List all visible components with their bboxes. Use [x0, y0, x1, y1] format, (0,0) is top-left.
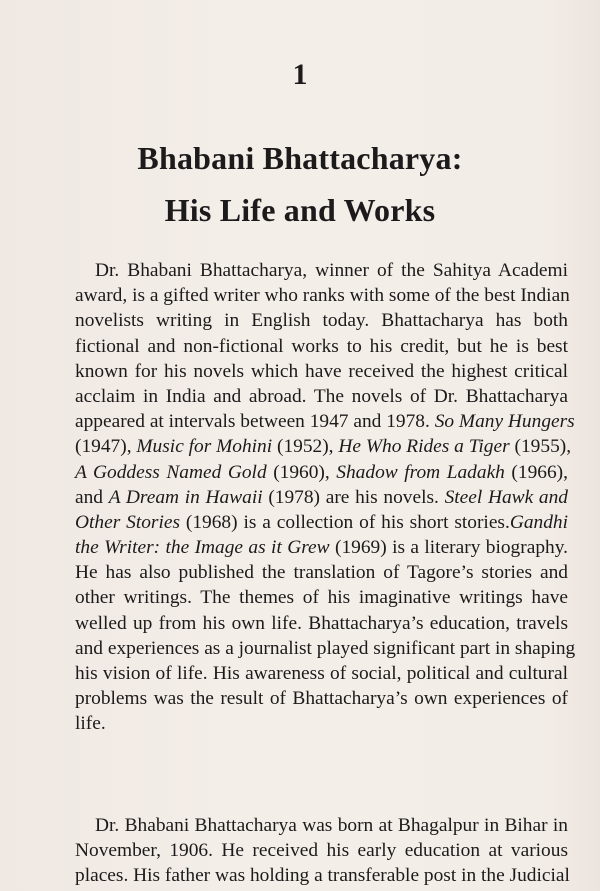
text-line: [75, 409, 575, 434]
text-segment: November, 1906. He received his early education at various: [75, 840, 568, 862]
text-line: [75, 611, 568, 636]
text-segment: (1947),: [75, 436, 137, 458]
text-line: [75, 636, 576, 661]
text-line: [75, 460, 568, 485]
text-line: [75, 359, 568, 384]
text-segment: (1978) are his novels.: [262, 486, 445, 508]
text-line: [75, 686, 568, 711]
text-segment: appeared at intervals between 1947 and 1978.: [75, 411, 435, 433]
text-segment: (1966),: [504, 461, 568, 483]
text-line: [75, 283, 568, 308]
text-segment: Dr. Bhabani Bhattacharya, winner of the Sahitya Academi: [95, 260, 568, 281]
text-segment: Dr. Bhabani Bhattacharya was born at Bhagalpur in Bihar in: [95, 815, 568, 836]
text-line: [75, 863, 568, 888]
text-line: [75, 661, 568, 686]
italic-title-text: He Who Rides a Tiger: [338, 436, 510, 458]
chapter-title-line-2: His Life and Works: [164, 192, 436, 228]
text-segment: (1952),: [272, 436, 339, 458]
italic-title-text: Music for Mohini: [136, 436, 273, 458]
text-segment: known for his novels which have received the highest critical: [75, 360, 568, 382]
text-line: [75, 308, 568, 333]
text-segment: He has also published the translation of Tagore’s stories and: [75, 562, 568, 584]
text-line: [75, 510, 568, 535]
text-segment: (1960),: [266, 461, 337, 483]
paragraph-1: [75, 258, 576, 737]
italic-title-text: So Many Hungers: [434, 411, 575, 433]
text-segment: novelists writing in English today. Bhattacharya has both: [75, 310, 568, 332]
text-segment: (1968) is a collection of his short stories.: [180, 511, 510, 533]
text-segment: problems was the result of Bhattacharya’s own experiences of: [75, 688, 568, 710]
text-line: [75, 560, 568, 585]
italic-title-text: Steel Hawk and: [444, 486, 568, 508]
text-segment: and experiences as a journalist played significant part in shaping: [75, 637, 576, 659]
text-line: [75, 384, 568, 409]
paragraph-2: [75, 813, 568, 889]
text-segment: (1955),: [509, 436, 572, 458]
text-segment: other writings. The themes of his imaginative writings have: [75, 587, 568, 609]
italic-title-text: A Goddess Named Gold: [75, 461, 267, 483]
text-segment: fictional and non-fictional works to his credit, but he is best: [75, 335, 568, 357]
text-segment: award, is a gifted writer who ranks with some of the best Indian: [75, 285, 570, 307]
italic-title-text: the Writer: the Image as it Grew: [75, 537, 330, 559]
italic-title-text: A Dream in Hawaii: [108, 486, 263, 508]
text-segment: his vision of life. His awareness of social, political and cultural: [75, 663, 568, 684]
text-line: [75, 485, 568, 510]
text-segment: acclaim in India and abroad. The novels of Dr. Bhattacharya: [75, 385, 568, 407]
text-segment: and: [75, 486, 109, 508]
text-line: [75, 711, 568, 736]
text-segment: places. His father was holding a transferable post in the Judicial: [75, 865, 570, 887]
text-line: [75, 813, 568, 838]
text-line: [75, 535, 568, 560]
text-segment: (1969) is a literary biography.: [329, 537, 568, 559]
text-line: [75, 334, 568, 359]
italic-title-text: Shadow from Ladakh: [336, 461, 505, 483]
text-segment: life.: [75, 713, 106, 735]
italic-title-text: Gandhi: [509, 511, 569, 533]
text-segment: welled up from his own life. Bhattacharya’s education, travels: [75, 612, 568, 634]
text-line: [75, 838, 568, 863]
chapter-title-line-1: Bhabani Bhattacharya:: [137, 140, 463, 176]
text-line: [75, 258, 568, 283]
italic-title-text: Other Stories: [75, 511, 180, 533]
text-line: [75, 434, 572, 459]
text-line: [75, 585, 568, 610]
chapter-number: 1: [292, 58, 308, 91]
